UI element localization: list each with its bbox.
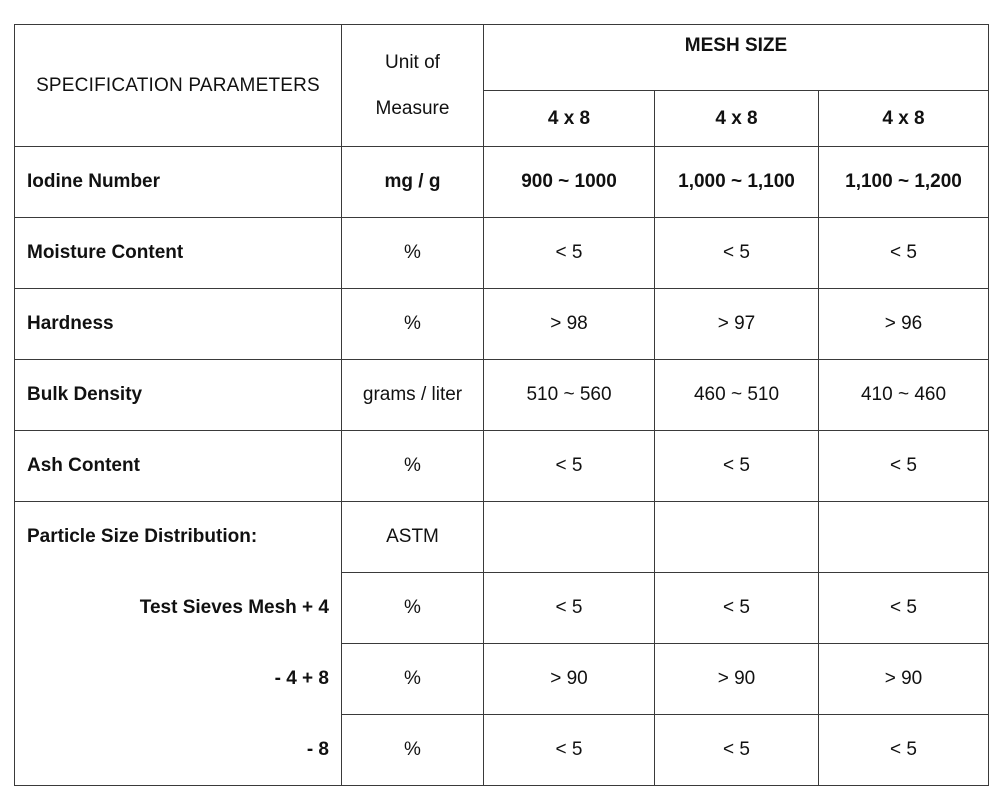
value-cell: < 5	[655, 573, 819, 644]
table-row	[15, 289, 989, 360]
table-row	[15, 147, 989, 218]
value-cell: < 5	[484, 431, 655, 502]
value-cell: 510 ~ 560	[484, 360, 655, 431]
unit-cell: ASTM	[342, 502, 484, 573]
table-row	[15, 431, 989, 502]
value-cell: > 97	[655, 289, 819, 360]
specification-parameters-header: SPECIFICATION PARAMETERS	[15, 25, 342, 147]
value-cell: 460 ~ 510	[655, 360, 819, 431]
unit-cell: %	[342, 431, 484, 502]
unit-cell: %	[342, 289, 484, 360]
param-minus-4-plus-8: - 4 + 8	[15, 644, 342, 715]
value-cell: < 5	[819, 218, 989, 289]
value-cell: > 98	[484, 289, 655, 360]
value-cell: < 5	[655, 715, 819, 786]
specification-table	[14, 24, 989, 786]
unit-cell: grams / liter	[342, 360, 484, 431]
value-cell: < 5	[484, 715, 655, 786]
value-cell: > 90	[819, 644, 989, 715]
value-cell: < 5	[819, 431, 989, 502]
value-cell: 1,000 ~ 1,100	[655, 147, 819, 218]
param-iodine-number: Iodine Number	[15, 147, 342, 218]
mesh-size-col-3: 4 x 8	[819, 91, 989, 147]
unit-cell: %	[342, 715, 484, 786]
value-cell: 410 ~ 460	[819, 360, 989, 431]
value-cell: < 5	[484, 218, 655, 289]
param-ash-content: Ash Content	[15, 431, 342, 502]
unit-cell: %	[342, 644, 484, 715]
value-cell: > 90	[484, 644, 655, 715]
table-row	[15, 715, 989, 786]
unit-header-line2: Measure	[375, 97, 450, 119]
param-test-sieves-mesh-plus-4: Test Sieves Mesh + 4	[15, 573, 342, 644]
unit-cell: %	[342, 218, 484, 289]
table-row	[15, 502, 989, 573]
value-cell: > 90	[655, 644, 819, 715]
param-bulk-density: Bulk Density	[15, 360, 342, 431]
value-cell: < 5	[819, 573, 989, 644]
table-row	[15, 360, 989, 431]
table-row	[15, 218, 989, 289]
header-row	[15, 25, 989, 91]
unit-cell: %	[342, 573, 484, 644]
unit-of-measure-header	[342, 25, 484, 147]
mesh-size-col-2: 4 x 8	[655, 91, 819, 147]
value-cell: 1,100 ~ 1,200	[819, 147, 989, 218]
table-row	[15, 644, 989, 715]
param-minus-8: - 8	[15, 715, 342, 786]
unit-cell: mg / g	[342, 147, 484, 218]
value-cell: < 5	[484, 573, 655, 644]
value-cell	[819, 502, 989, 573]
param-moisture-content: Moisture Content	[15, 218, 342, 289]
value-cell	[484, 502, 655, 573]
value-cell: 900 ~ 1000	[484, 147, 655, 218]
value-cell: < 5	[819, 715, 989, 786]
unit-header-line1: Unit of	[385, 51, 440, 73]
value-cell: < 5	[655, 218, 819, 289]
value-cell: > 96	[819, 289, 989, 360]
value-cell	[655, 502, 819, 573]
param-particle-size-distribution: Particle Size Distribution:	[15, 502, 342, 573]
value-cell: < 5	[655, 431, 819, 502]
param-hardness: Hardness	[15, 289, 342, 360]
mesh-size-header: MESH SIZE	[484, 25, 989, 91]
mesh-size-col-1: 4 x 8	[484, 91, 655, 147]
table-row	[15, 573, 989, 644]
